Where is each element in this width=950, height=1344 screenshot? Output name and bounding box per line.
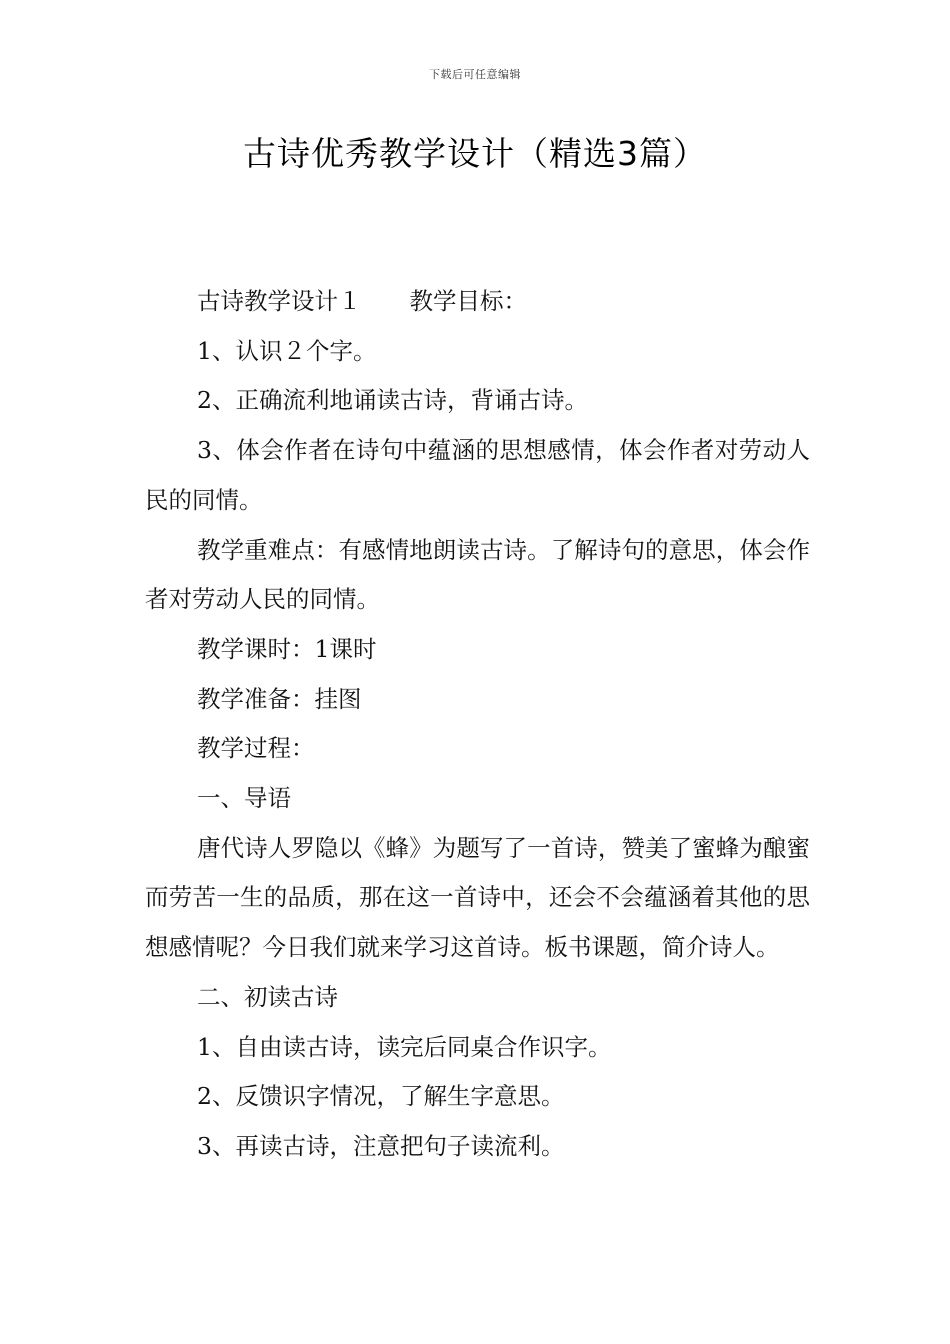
paragraph: 3、体会作者在诗句中蕴涵的思想感情，体会作者对劳动人民的同情。 bbox=[145, 436, 810, 514]
paragraph: 2、反馈识字情况，了解生字意思。 bbox=[197, 1082, 565, 1111]
paragraph: 1、自由读古诗，读完后同桌合作识字。 bbox=[197, 1032, 612, 1061]
section-heading: 古诗教学设计１ bbox=[197, 287, 362, 315]
paragraph: 教学过程： bbox=[197, 734, 315, 763]
paragraph: 2、正确流利地诵读古诗，背诵古诗。 bbox=[197, 386, 588, 415]
document-title: 古诗优秀教学设计（精选3篇） bbox=[243, 134, 707, 173]
paragraph: 一、导语 bbox=[197, 784, 291, 813]
paragraph: 唐代诗人罗隐以《蜂》为题写了一首诗，赞美了蜜蜂为酿蜜而劳苦一生的品质，那在这一首诗中，还会不会蕴涵着其他的思想感情呢？今日我们就来学习这首诗。板书课题，简介诗人。 bbox=[145, 833, 810, 962]
header-note: 下载后可任意编辑 bbox=[429, 68, 521, 81]
paragraph: 二、初读古诗 bbox=[197, 982, 338, 1011]
paragraph: 教学课时：1课时 bbox=[197, 634, 377, 663]
paragraph: 教学重难点：有感情地朗读古诗。了解诗句的意思，体会作者对劳动人民的同情。 bbox=[145, 535, 810, 614]
paragraph: 3、再读古诗，注意把句子读流利。 bbox=[197, 1131, 565, 1160]
paragraph: 1、认识２个字。 bbox=[197, 336, 377, 365]
goal-label: 教学目标： bbox=[409, 287, 527, 315]
document-body bbox=[145, 277, 810, 1172]
paragraph: 教学准备：挂图 bbox=[197, 684, 362, 713]
section-heading-line bbox=[145, 277, 810, 327]
